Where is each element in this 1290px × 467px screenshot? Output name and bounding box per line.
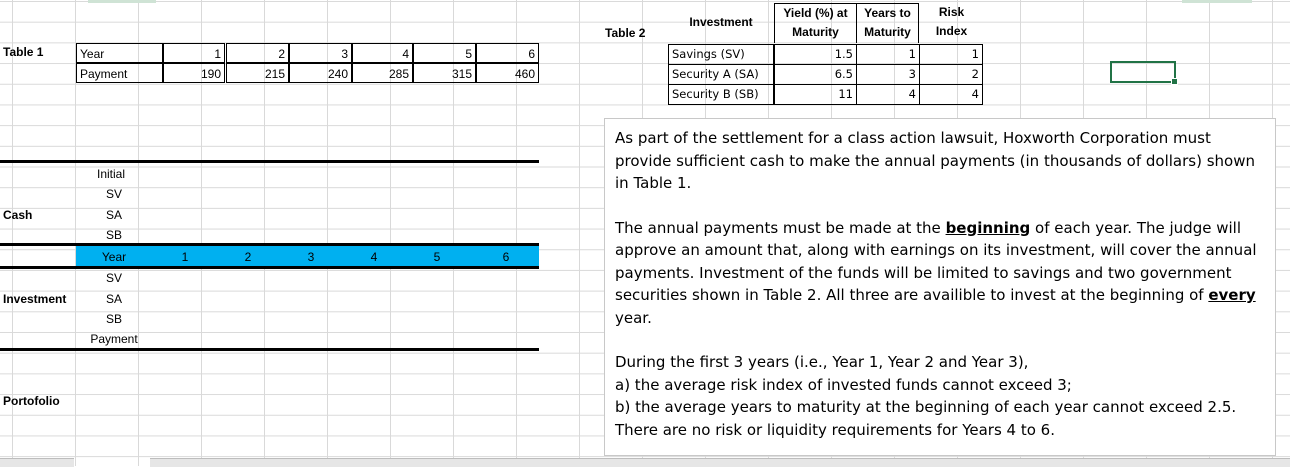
paragraph-3-line3: b) the average years to maturity at the beginning of each year cannot exceed 2.5.: [615, 398, 1237, 416]
paragraph-2: [615, 217, 1265, 330]
paragraph-3-line1: During the first 3 years (i.e., Year 1, Year 2 and Year 3),: [615, 353, 1029, 371]
p2-text-c: of each year. The judge will approve an amount that, along with earnings on its investment, will cover the annual payments. Investment of the funds will be limited to savings and two government securities shown in Table 2. All three are availible to invest at the beginning of: [615, 218, 1257, 304]
year-bar-number: 6: [502, 250, 510, 264]
table1-payment-cell[interactable]: 315: [413, 63, 476, 83]
inv-sa-label: SA: [105, 292, 122, 306]
paragraph-1: As part of the settlement for a class action lawsuit, Hoxworth Corporation must provide sufficient cash to make the annual payments (in thousands of dollars) shown in Table 1.: [615, 129, 1255, 192]
cash-sb-label: SB: [105, 228, 122, 242]
cash-sa-label: SA: [105, 208, 122, 222]
year-bar-number: 1: [181, 250, 189, 264]
table1-payment-cell[interactable]: 190: [163, 63, 225, 83]
risk-header-line1: Risk: [938, 5, 965, 19]
cash-section-label: Cash: [3, 208, 33, 222]
risk-header: [920, 3, 983, 43]
header-highlight: [1182, 0, 1252, 3]
table1-year-cell[interactable]: 2: [226, 43, 289, 63]
table2-name-cell[interactable]: Savings (SV): [668, 44, 774, 65]
initial-label: Initial: [97, 167, 126, 181]
table1-payment-cell[interactable]: 215: [226, 63, 289, 83]
paragraph-3-line2: a) the average risk index of invested funds cannot exceed 3;: [615, 375, 1072, 394]
year-bar-number: 5: [433, 250, 441, 264]
table2-risk-cell[interactable]: 4: [919, 84, 983, 105]
inv-sv-label: SV: [105, 271, 122, 285]
years-header: [856, 3, 919, 43]
year-row-label: Year: [101, 250, 127, 264]
p2-text-a: The annual payments must be made at the: [615, 218, 946, 237]
table2-risk-cell[interactable]: 2: [919, 64, 983, 85]
table2-yield-cell[interactable]: 6.5: [774, 64, 857, 85]
table2-name-cell[interactable]: Security A (SA): [668, 64, 774, 85]
divider-line: [0, 348, 539, 351]
table2-label: Table 2: [605, 26, 646, 40]
years-header-line2: Maturity: [864, 25, 911, 39]
table2-name-cell[interactable]: Security B (SB): [668, 84, 774, 105]
p2-beginning: beginning: [945, 218, 1031, 237]
years-header-line1: Years to: [864, 6, 911, 20]
inv-sb-label: SB: [105, 312, 122, 326]
table1-year-cell[interactable]: 4: [352, 43, 413, 63]
investment-section-label: Investment: [3, 292, 67, 306]
paragraph-3-line4: There are no risk or liquidity requirements for Years 4 to 6.: [615, 420, 1055, 439]
year-bar-number: 3: [307, 250, 315, 264]
table1-year-cell[interactable]: 6: [476, 43, 539, 63]
yield-header-line1: Yield (%) at: [783, 6, 848, 20]
yield-header: [774, 3, 857, 43]
divider-line: [0, 160, 539, 163]
table1-year-cell[interactable]: 1: [163, 43, 225, 63]
divider-line: [0, 266, 539, 269]
table1-payment-cell[interactable]: 240: [289, 63, 352, 83]
payment-row-label: Payment: [90, 332, 138, 346]
yield-header-line2: Maturity: [792, 25, 839, 39]
table2-years-cell[interactable]: 4: [856, 84, 920, 105]
table2-yield-cell[interactable]: 1.5: [774, 44, 857, 65]
table2-yield-cell[interactable]: 11: [774, 84, 857, 105]
problem-text-box[interactable]: [604, 118, 1276, 456]
table2-years-cell[interactable]: 3: [856, 64, 920, 85]
table2-years-cell[interactable]: 1: [856, 44, 920, 65]
cash-sv-label: SV: [105, 187, 122, 201]
table1-payment-cell[interactable]: 285: [352, 63, 413, 83]
table2-risk-cell[interactable]: 1: [919, 44, 983, 65]
table1-payment-cell[interactable]: 460: [476, 63, 539, 83]
year-label-cell[interactable]: Year: [76, 43, 163, 63]
p2-every: every: [1208, 286, 1256, 304]
year-bar-number: 4: [370, 250, 378, 264]
table1-year-cell[interactable]: 5: [413, 43, 476, 63]
table1-year-cell[interactable]: 3: [289, 43, 352, 63]
year-bar-number: 2: [244, 250, 252, 264]
selected-cell[interactable]: [1110, 61, 1176, 83]
portfolio-section-label: Portofolio: [3, 394, 60, 408]
risk-header-line2: Index: [935, 24, 968, 38]
payment-label-cell[interactable]: Payment: [76, 63, 163, 83]
p2-text-e: year.: [615, 308, 652, 327]
investment-header: Investment: [689, 15, 753, 29]
header-highlight: [88, 0, 156, 3]
table1-label: Table 1: [3, 45, 44, 59]
